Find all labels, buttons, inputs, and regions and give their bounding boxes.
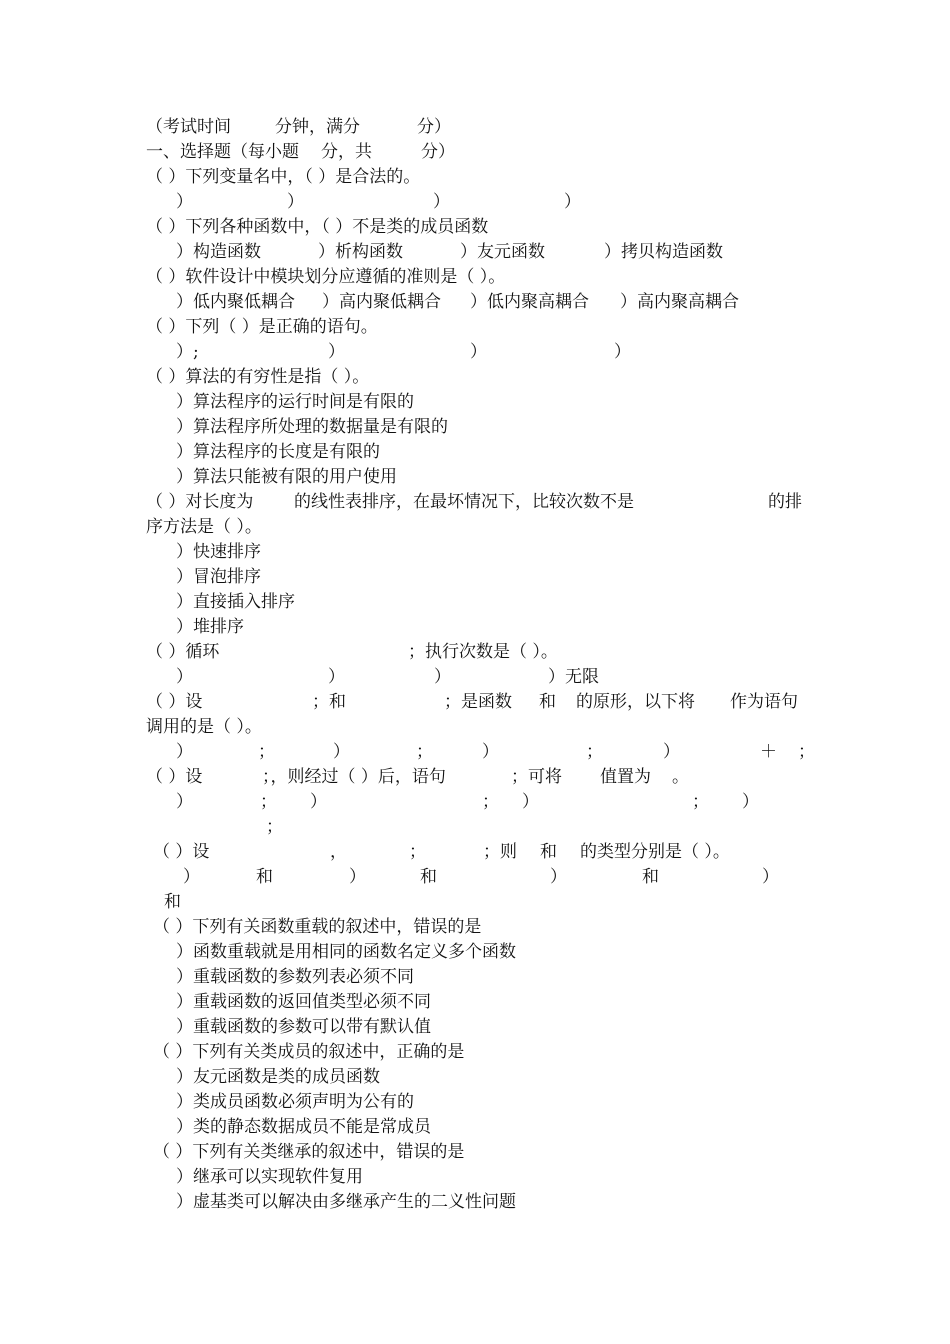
text-segment: 和 [256, 867, 273, 887]
text-segment: ）友元函数是类的成员函数 [176, 1067, 380, 1087]
text-line [0, 540, 950, 565]
text-line [0, 340, 950, 365]
text-segment: ） [328, 667, 345, 687]
text-segment: ；和 [312, 692, 346, 712]
text-segment: 的类型分别是（ ）。 [580, 842, 730, 862]
text-segment: （ ）对长度为 [146, 492, 254, 512]
text-segment: ） [614, 342, 631, 362]
text-segment: ） [176, 192, 193, 212]
text-line [0, 1065, 950, 1090]
text-line [0, 390, 950, 415]
text-segment: （ ）下列有关函数重载的叙述中，错误的是 [153, 917, 482, 937]
text-segment: 一、选择题（每小题 [146, 142, 299, 162]
text-segment: （ ）设 [146, 767, 203, 787]
text-segment: ）虚基类可以解决由多继承产生的二义性问题 [176, 1192, 516, 1212]
text-segment: ） [176, 667, 193, 687]
text-segment: ）; [176, 342, 199, 362]
text-segment: ； [798, 742, 815, 762]
text-segment: ）继承可以实现软件复用 [176, 1167, 363, 1187]
text-segment: （ ）下列各种函数中，（ ）不是类的成员函数 [146, 217, 489, 237]
text-segment: （ ）算法的有穷性是指（ ）。 [146, 367, 370, 387]
text-segment: ） [762, 867, 779, 887]
text-segment: ） [742, 792, 759, 812]
text-line [0, 790, 950, 815]
text-segment: 分，共 [321, 142, 372, 162]
text-segment: 的原形，以下将 [576, 692, 695, 712]
text-segment: （ ）下列有关类成员的叙述中，正确的是 [153, 1042, 465, 1062]
text-line [0, 915, 950, 940]
text-segment: ）直接插入排序 [176, 592, 295, 612]
text-segment: ） [434, 667, 451, 687]
text-segment: ） [564, 192, 581, 212]
text-segment: ；则 [483, 842, 517, 862]
text-segment: （考试时间 [146, 117, 231, 137]
text-segment: ） [176, 742, 193, 762]
text-line [0, 290, 950, 315]
text-line [0, 940, 950, 965]
text-segment: ） [183, 867, 200, 887]
text-segment: 和 [539, 692, 556, 712]
text-line [0, 990, 950, 1015]
text-line [0, 140, 950, 165]
text-segment: ） [550, 867, 567, 887]
text-segment: ） [349, 867, 366, 887]
text-segment: ） [176, 792, 193, 812]
text-line [0, 865, 950, 890]
text-segment: 和 [420, 867, 437, 887]
text-line [0, 690, 950, 715]
text-line [0, 765, 950, 790]
text-segment: ； [586, 742, 603, 762]
text-line [0, 840, 950, 865]
text-segment: ） [663, 742, 680, 762]
text-segment: ） [482, 742, 499, 762]
text-segment: ； [266, 817, 283, 837]
text-line [0, 190, 950, 215]
text-segment: ）重载函数的参数列表必须不同 [176, 967, 414, 987]
text-line [0, 415, 950, 440]
text-segment: 分） [417, 117, 451, 137]
text-segment: ； [258, 742, 275, 762]
text-segment: ）友元函数 [460, 242, 545, 262]
text-segment: ） [470, 342, 487, 362]
text-segment: ） [433, 192, 450, 212]
text-segment: ）类成员函数必须声明为公有的 [176, 1092, 414, 1112]
text-segment: ； [482, 792, 499, 812]
text-segment: ）算法程序所处理的数据量是有限的 [176, 417, 448, 437]
text-line [0, 1140, 950, 1165]
text-segment: ；，则经过（ ）后，语句 [262, 767, 446, 787]
text-segment: ）算法程序的运行时间是有限的 [176, 392, 414, 412]
text-line [0, 815, 950, 840]
text-line [0, 715, 950, 740]
text-line [0, 490, 950, 515]
text-segment: ）高内聚高耦合 [620, 292, 739, 312]
text-segment: （ ）设 [153, 842, 210, 862]
text-segment: ）低内聚高耦合 [470, 292, 589, 312]
text-segment: ） [333, 742, 350, 762]
text-segment: ） [287, 192, 304, 212]
text-segment: ）算法只能被有限的用户使用 [176, 467, 397, 487]
text-line [0, 665, 950, 690]
text-line [0, 465, 950, 490]
text-segment: ）类的静态数据成员不能是常成员 [176, 1117, 431, 1137]
text-segment: ）算法程序的长度是有限的 [176, 442, 380, 462]
text-line [0, 640, 950, 665]
text-segment: ）无限 [548, 667, 599, 687]
text-segment: （ ）循环 [146, 642, 220, 662]
text-line [0, 265, 950, 290]
text-line [0, 215, 950, 240]
text-line [0, 440, 950, 465]
text-segment: ； [692, 792, 709, 812]
text-line [0, 615, 950, 640]
text-segment: 和 [540, 842, 557, 862]
text-segment: ）拷贝构造函数 [604, 242, 723, 262]
text-segment: （ ）下列变量名中，（ ）是合法的。 [146, 167, 421, 187]
text-line [0, 590, 950, 615]
text-line [0, 115, 950, 140]
text-line [0, 240, 950, 265]
text-segment: ）析构函数 [318, 242, 403, 262]
text-segment: ）快速排序 [176, 542, 261, 562]
text-segment: （ ）设 [146, 692, 203, 712]
text-segment: （ ）下列有关类继承的叙述中，错误的是 [153, 1142, 465, 1162]
text-segment: 的线性表排序，在最坏情况下，比较次数不是 [294, 492, 634, 512]
text-segment: 和 [642, 867, 659, 887]
text-line [0, 1015, 950, 1040]
text-segment: ）重载函数的参数可以带有默认值 [176, 1017, 431, 1037]
text-line [0, 1115, 950, 1140]
text-segment: ； [260, 792, 277, 812]
text-line [0, 1040, 950, 1065]
text-line [0, 890, 950, 915]
text-segment: 。 [672, 767, 689, 787]
text-segment: 调用的是（ ）。 [146, 717, 262, 737]
text-segment: ；执行次数是（ ）。 [408, 642, 558, 662]
text-segment: 分） [421, 142, 455, 162]
text-segment: 分钟，满分 [275, 117, 360, 137]
text-segment: ）堆排序 [176, 617, 244, 637]
text-line [0, 365, 950, 390]
text-line [0, 965, 950, 990]
text-segment: （ ）软件设计中模块划分应遵循的准则是（ ）。 [146, 267, 506, 287]
text-segment: 和 [164, 892, 181, 912]
text-segment: 序方法是（ ）。 [146, 517, 262, 537]
text-segment: ） [522, 792, 539, 812]
text-segment: ）冒泡排序 [176, 567, 261, 587]
text-segment: ； [416, 742, 433, 762]
text-segment: ＋ [760, 742, 777, 762]
text-segment: ）重载函数的返回值类型必须不同 [176, 992, 431, 1012]
text-segment: 作为语句 [730, 692, 798, 712]
text-segment: ）构造函数 [176, 242, 261, 262]
text-line [0, 1190, 950, 1215]
text-line [0, 565, 950, 590]
text-line [0, 1090, 950, 1115]
text-line [0, 515, 950, 540]
text-segment: ； [409, 842, 426, 862]
text-segment: ；可将 [511, 767, 562, 787]
text-segment: ）函数重载就是用相同的函数名定义多个函数 [176, 942, 516, 962]
text-line [0, 1165, 950, 1190]
text-segment: 值置为 [600, 767, 651, 787]
text-segment: ） [328, 342, 345, 362]
text-segment: ， [330, 842, 347, 862]
text-segment: （ ）下列（ ）是正确的语句。 [146, 317, 378, 337]
text-segment: ）高内聚低耦合 [322, 292, 441, 312]
text-segment: ）低内聚低耦合 [176, 292, 295, 312]
text-segment: ） [310, 792, 327, 812]
text-segment: ；是函数 [444, 692, 512, 712]
text-line [0, 740, 950, 765]
text-line [0, 315, 950, 340]
text-segment: 的排 [768, 492, 802, 512]
text-line [0, 165, 950, 190]
